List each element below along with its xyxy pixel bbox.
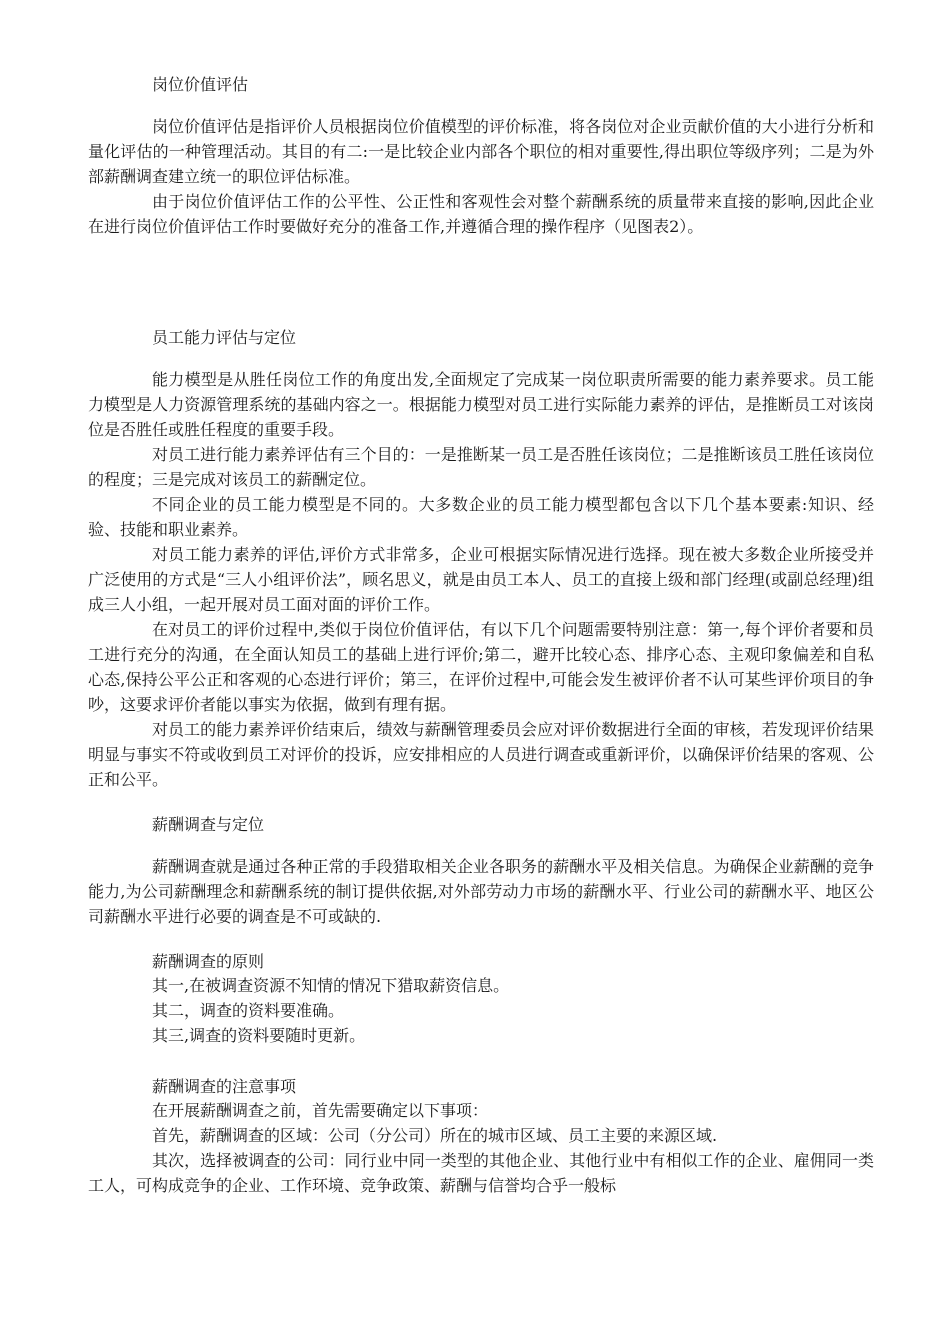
list-line: 在开展薪酬调查之前，首先需要确定以下事项： [152,1101,489,1120]
section-survey-principles [88,951,874,1048]
paragraph: 岗位价值评估是指评价人员根据岗位价值模型的评价标准，将各岗位对企业贡献价值的大小进行分析和量化评估的一种管理活动。其目的有二:一是比较企业内部各个职位的相对重要性,得出职位等级序列；二是为外部薪酬调查建立统一的职位评估标准。 [88,117,874,186]
section-heading: 岗位价值评估 [152,75,249,94]
paragraph: 能力模型是从胜任岗位工作的角度出发,全面规定了完成某一岗位职责所需要的能力素养要求。员工能力模型是人力资源管理系统的基础内容之一。根据能力模型对员工进行实际能力素养的评估，是推断员工对该岗位是否胜任或胜任程度的重要手段。 [88,370,874,439]
section-job-value-evaluation [88,74,874,239]
section-heading: 薪酬调查的注意事项 [152,1077,297,1096]
list-line: 其二，调查的资料要准确。 [152,1001,345,1020]
section-employee-ability [88,327,874,792]
paragraph: 薪酬调查就是通过各种正常的手段猎取相关企业各职务的薪酬水平及相关信息。为确保企业薪酬的竞争能力,为公司薪酬理念和薪酬系统的制订提供依据,对外部劳动力市场的薪酬水平、行业公司的薪酬水平、地区公司薪酬水平进行必要的调查是不可或缺的. [88,857,874,926]
paragraph: 对员工的能力素养评价结束后，绩效与薪酬管理委员会应对评价数据进行全面的审核，若发现评价结果明显与事实不符或收到员工对评价的投诉，应安排相应的人员进行调查或重新评价，以确保评价结果的客观、公正和公平。 [88,720,874,789]
section-heading: 员工能力评估与定位 [152,328,297,347]
section-heading: 薪酬调查的原则 [152,952,265,971]
section-heading: 薪酬调查与定位 [152,815,265,834]
paragraph: 在对员工的评价过程中,类似于岗位价值评估，有以下几个问题需要特别注意：第一,每个评价者要和员工进行充分的沟通，在全面认知员工的基础上进行评价;第二，避开比较心态、排序心态、主观印象偏差和自私心态,保持公平公正和客观的心态进行评价；第三，在评价过程中,可能会发生被评价者不认可某些评价项目的争吵，这要求评价者能以事实为依据，做到有理有据。 [88,620,874,714]
paragraph: 对员工能力素养的评估,评价方式非常多，企业可根据实际情况进行选择。现在被大多数企业所接受并广泛使用的方式是“三人小组评价法”，顾名思义，就是由员工本人、员工的直接上级和部门经理(或副总经理)组成三人小组，一起开展对员工面对面的评价工作。 [88,545,874,614]
document-body [88,64,874,1198]
list-line: 其一,在被调查资源不知情的情况下猎取薪资信息。 [152,976,510,995]
section-salary-survey [88,814,874,929]
paragraph: 对员工进行能力素养评估有三个目的：一是推断某一员工是否胜任该岗位；二是推断该员工胜任该岗位的程度；三是完成对该员工的薪酬定位。 [88,445,874,489]
list-line: 首先，薪酬调查的区域：公司（分公司）所在的城市区域、员工主要的来源区域. [152,1126,718,1145]
paragraph: 由于岗位价值评估工作的公平性、公正性和客观性会对整个薪酬系统的质量带来直接的影响,因此企业在进行岗位价值评估工作时要做好充分的准备工作,并遵循合理的操作程序（见图表2）。 [88,192,874,236]
section-survey-notes [88,1076,874,1198]
list-line: 其三,调查的资料要随时更新。 [152,1026,366,1045]
paragraph: 其次，选择被调查的公司：同行业中同一类型的其他企业、其他行业中有相似工作的企业、雇佣同一类工人，可构成竞争的企业、工作环境、竞争政策、薪酬与信誉均合乎一般标 [88,1151,874,1195]
paragraph: 不同企业的员工能力模型是不同的。大多数企业的员工能力模型都包含以下几个基本要素:知识、经验、技能和职业素养。 [88,495,874,539]
